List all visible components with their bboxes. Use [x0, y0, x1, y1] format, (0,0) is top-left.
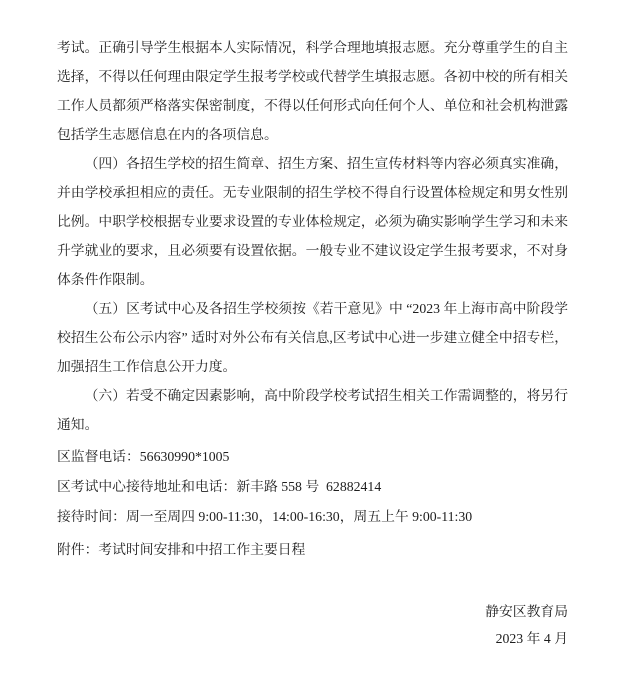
paragraph-item-six: （六）若受不确定因素影响，高中阶段学校考试招生相关工作需调整的，将另行通知。 [57, 388, 568, 432]
paragraph-continuation: 考试。正确引导学生根据本人实际情况，科学合理地填报志愿。充分尊重学生的自主选择，不得以任何理由限定学生报考学校或代替学生填报志愿。各初中校的所有相关工作人员都须严格落实保密制度，不得以任何形式向任何个人、单位和社会机构泄露包括学生志愿信息在内的各项信息。 [57, 40, 568, 142]
supervision-phone-line: 区监督电话：56630990*1005 [57, 449, 230, 464]
signature-block [57, 598, 568, 652]
attachment-line: 附件：考试时间安排和中招工作主要日程 [57, 542, 306, 557]
paragraph-item-four: （四）各招生学校的招生简章、招生方案、招生宣传材料等内容必须真实准确，并由学校承担相应的责任。无专业限制的招生学校不得自行设置体检规定和男女性别比例。中职学校根据专业要求设置的专业体检规定，必须为确实影响学生学习和未来升学就业的要求，且必须要有设置依据。一般专业不建议设定学生报考要求，不对身体条件作限制。 [57, 156, 568, 287]
signature-date: 2023 年 4 月 [495, 631, 568, 646]
reception-hours-line: 接待时间：周一至周四 9:00-11:30，14:00-16:30，周五上午 9:00-11:30 [57, 509, 473, 524]
signature-issuer: 静安区教育局 [485, 604, 568, 619]
paragraph-item-five: （五）区考试中心及各招生学校须按《若干意见》中 “2023 年上海市高中阶段学校招生公布公示内容” 适时对外公布有关信息,区考试中心进一步建立健全中招专栏，加强招生工作信息公开力度。 [57, 301, 568, 374]
reception-address-line: 区考试中心接待地址和电话：新丰路 558 号 62882414 [57, 479, 382, 494]
contact-block [57, 442, 568, 532]
